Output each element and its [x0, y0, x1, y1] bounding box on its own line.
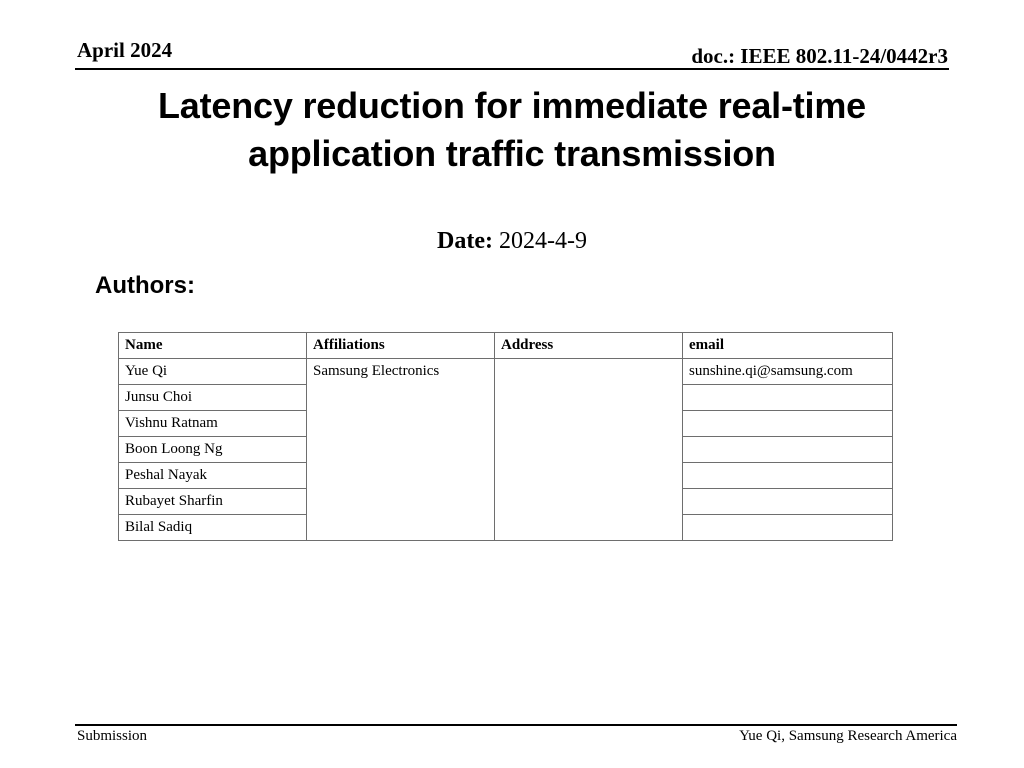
author-name: Bilal Sadiq — [119, 515, 307, 541]
author-email: sunshine.qi@samsung.com — [683, 359, 893, 385]
author-name: Junsu Choi — [119, 385, 307, 411]
author-name: Yue Qi — [119, 359, 307, 385]
authors-table — [118, 332, 893, 541]
column-header-address: Address — [495, 333, 683, 359]
footer-author: Yue Qi, Samsung Research America — [739, 728, 957, 744]
author-email — [683, 437, 893, 463]
authors-heading: Authors: — [95, 272, 195, 299]
title-line-1: Latency reduction for immediate real-time — [158, 85, 866, 126]
date-label: Date: — [437, 228, 493, 254]
table-row — [119, 359, 893, 385]
author-email — [683, 489, 893, 515]
table-header-row — [119, 333, 893, 359]
title-line-2: application traffic transmission — [248, 133, 776, 174]
author-email — [683, 463, 893, 489]
column-header-email: email — [683, 333, 893, 359]
header-divider — [75, 68, 949, 70]
footer-submission: Submission — [77, 728, 148, 744]
author-email — [683, 411, 893, 437]
author-name: Rubayet Sharfin — [119, 489, 307, 515]
column-header-affiliations: Affiliations — [307, 333, 495, 359]
column-header-name: Name — [119, 333, 307, 359]
author-email — [683, 385, 893, 411]
header-doc-id: doc.: IEEE 802.11-24/0442r3 — [691, 44, 948, 68]
date-line — [0, 228, 1024, 255]
author-address — [495, 359, 683, 541]
footer-divider — [75, 724, 957, 726]
author-name: Boon Loong Ng — [119, 437, 307, 463]
author-email — [683, 515, 893, 541]
header-date: April 2024 — [77, 38, 173, 62]
author-affiliation: Samsung Electronics — [307, 359, 495, 541]
slide-title — [0, 82, 1024, 178]
author-name: Vishnu Ratnam — [119, 411, 307, 437]
author-name: Peshal Nayak — [119, 463, 307, 489]
date-value: 2024-4-9 — [498, 228, 587, 254]
